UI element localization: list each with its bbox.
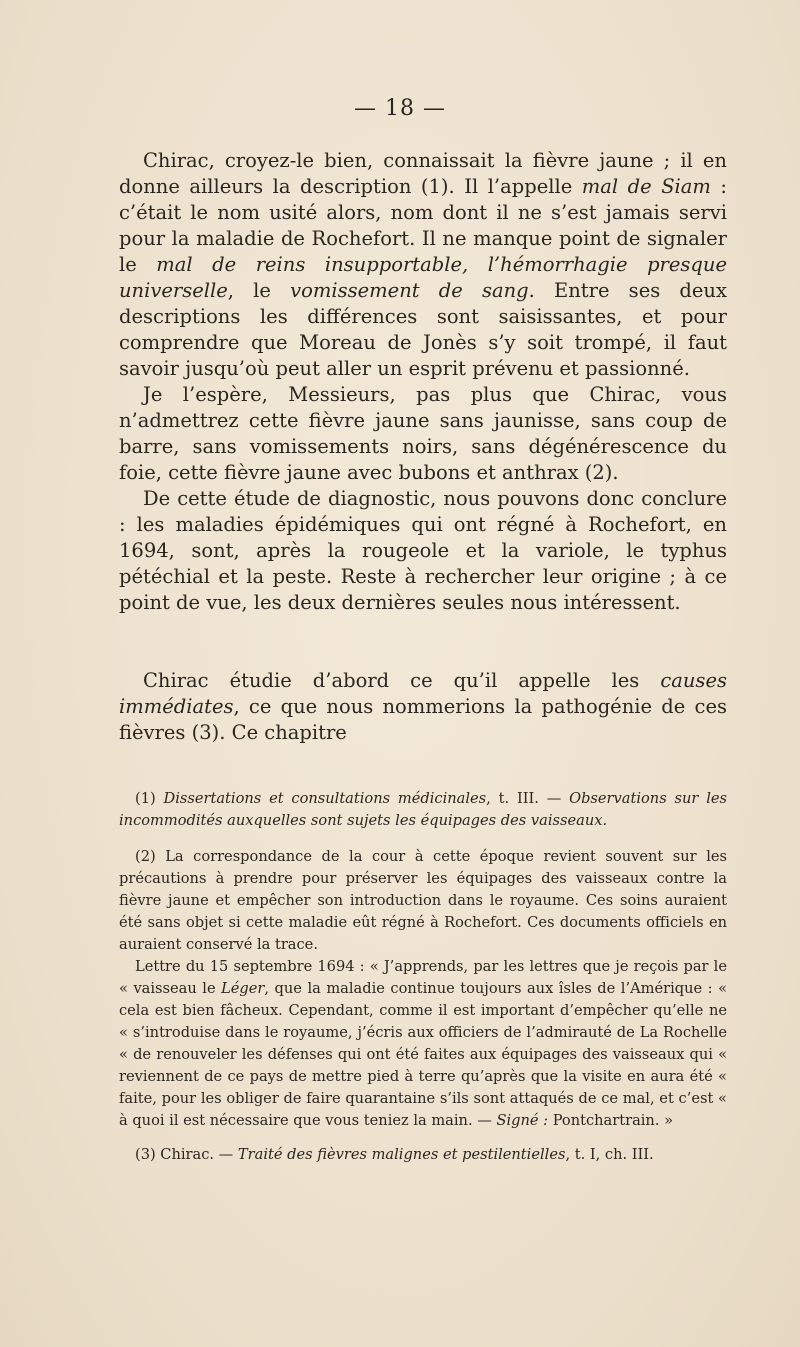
italic-term: mal de Siam bbox=[581, 175, 711, 198]
footnote-1 bbox=[119, 788, 727, 832]
paragraph-2: Je l’espère, Messieurs, pas plus que Chirac, vous n’admettrez cette fièvre jaune sans jaunisse, sans coup de barre, sans vomissements noirs, sans dégénérescence du foie, cette fièvre jaune avec bubons et anthrax (2). bbox=[119, 383, 727, 484]
italic-term: vomissement de sang bbox=[290, 279, 529, 302]
page-number: — 18 — bbox=[354, 96, 446, 121]
text-run: : c’était le nom usité alors, nom dont il ne s’est jamais servi pour la maladie de Rochefort. Il ne manque point de signaler le bbox=[119, 175, 727, 276]
text-run: , ce que nous nommerions la pathogénie de ces fièvres (3). Ce chapitre bbox=[119, 695, 727, 744]
italic-title: Traité des fièvres malignes et pestilentielles bbox=[237, 1146, 566, 1163]
footnotes bbox=[119, 788, 727, 1166]
italic-signature-label: Signé : bbox=[496, 1112, 549, 1129]
italic-ship-name: Léger bbox=[221, 980, 265, 997]
main-text bbox=[119, 148, 727, 746]
text-run: (3) Chirac. — bbox=[135, 1146, 238, 1163]
text-run: Chirac, croyez-le bien, connaissait la fièvre jaune ; il en donne ailleurs la description (1). Il l’appelle bbox=[119, 149, 727, 198]
text-run: , que la maladie continue toujours aux îsles de l’Amérique : « cela est bien fâcheux. Cependant, comme il est important d’empêcher qu’elle ne « s’introduise dans le royaume, j’écris aux officiers de l’admirauté de La Rochelle « de renouveler les défenses qui ont été faites aux équipages des vaisseaux qui « reviennent de ce pays de mettre pied à terre qu’après que la visite en aura été « faite, pour les obliger de faire quarantaine s’ils sont attaqués de ce mal, et c’est « à quoi il est nécessaire que vous teniez la main. — bbox=[119, 980, 727, 1129]
paragraph-3: De cette étude de diagnostic, nous pouvons donc conclure : les maladies épidémiques qui ont régné à Rochefort, en 1694, sont, après la rougeole et la variole, le typhus pétéchial et la peste. Reste à rechercher leur origine ; à ce point de vue, les deux dernières seules nous intéressent. bbox=[119, 487, 727, 614]
paragraph-1 bbox=[119, 148, 727, 382]
italic-title: Observations sur les incommodités auxquelles sont sujets les équipages des vaisseaux. bbox=[119, 790, 727, 829]
text-run: , t. III. — bbox=[486, 790, 570, 807]
paragraph-4 bbox=[119, 668, 727, 746]
italic-title: Dissertations et consultations médicinales bbox=[163, 790, 487, 807]
italic-term: causes immédiates bbox=[119, 669, 727, 718]
footnote-2: (2) La correspondance de la cour à cette époque revient souvent sur les précautions à prendre pour préserver les équipages des vaisseaux contre la fièvre jaune et empêcher son introduction dans le royaume. Ces soins auraient été sans objet si cette maladie eût régné à Rochefort. Ces documents officiels en auraient conservé la trace. bbox=[119, 848, 727, 953]
italic-term: mal de reins insupportable, l’hémorrhagie presque universelle bbox=[119, 253, 727, 302]
text-run: . Entre ses deux descriptions les différences sont saisissantes, et pour comprendre que Moreau de Jonès s’y soit trompé, il faut savoir jusqu’où peut aller un esprit prévenu et passionné. bbox=[119, 279, 727, 380]
footnote-3 bbox=[119, 1144, 727, 1166]
footnote-2-letter bbox=[119, 956, 727, 1132]
text-run: Lettre du 15 septembre 1694 : « J’apprends, par les lettres que je reçois par le « vaisseau le bbox=[119, 958, 727, 997]
text-run: , t. I, ch. III. bbox=[565, 1146, 654, 1163]
text-run: (1) bbox=[135, 790, 164, 807]
text-run: Chirac étudie d’abord ce qu’il appelle les bbox=[143, 669, 661, 692]
text-run: , le bbox=[227, 279, 291, 302]
text-run: Pontchartrain. » bbox=[548, 1112, 674, 1129]
